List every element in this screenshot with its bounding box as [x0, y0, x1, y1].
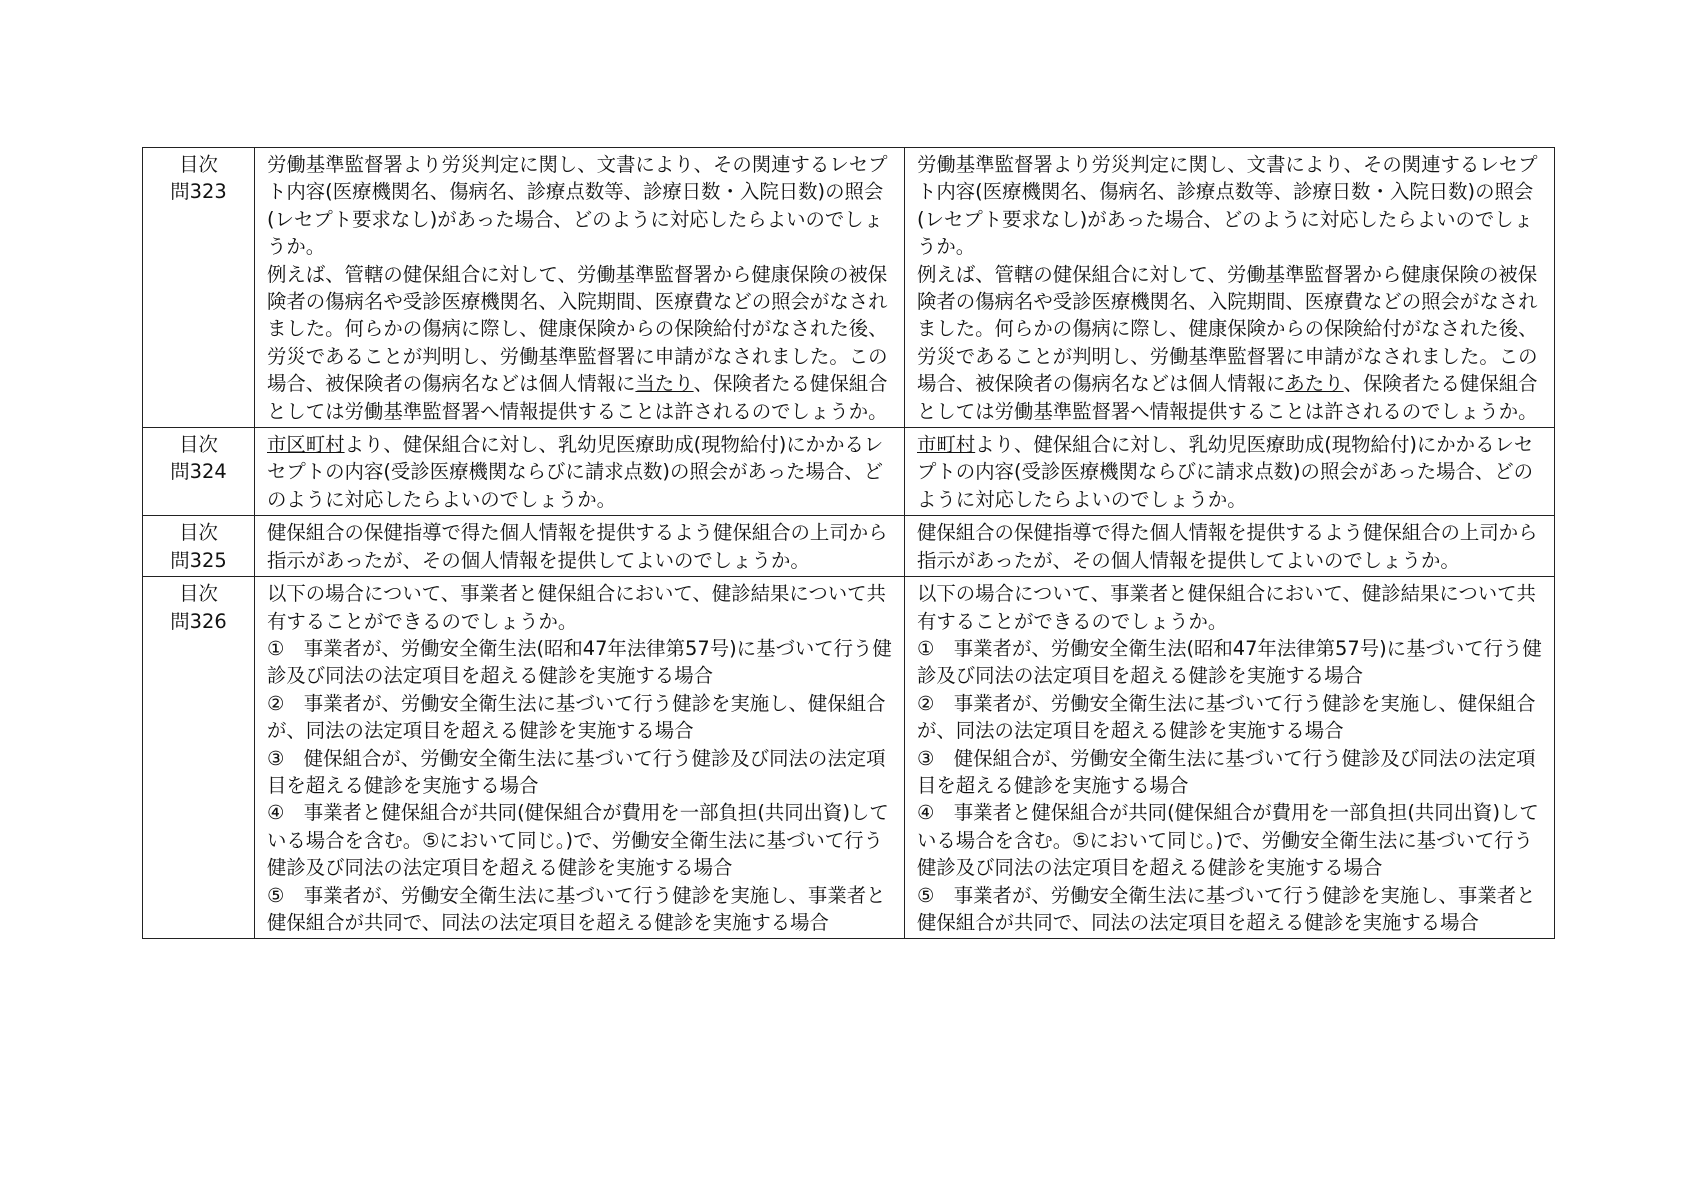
- list-item: ① 事業者が、労働安全衛生法(昭和47年法律第57号)に基づいて行う健診及び同法の法定項目を超える健診を実施する場合: [267, 636, 892, 688]
- row-label: [143, 428, 255, 516]
- underlined-text: 市町村: [917, 433, 976, 457]
- left-column-cell: [255, 148, 905, 428]
- right-column-cell: [905, 428, 1555, 516]
- list-item: ③ 健保組合が、労働安全衛生法に基づいて行う健診及び同法の法定項目を超える健診を実施する場合: [917, 746, 1536, 797]
- list-item: ④ 事業者と健保組合が共同(健保組合が費用を一部負担(共同出資)している場合を含む。⑤において同じ。)で、労働安全衛生法に基づいて行う健診及び同法の法定項目を超える健診を実施する場合: [267, 801, 889, 880]
- table-row-q326: [143, 577, 1555, 939]
- intro-paragraph: 以下の場合について、事業者と健保組合において、健診結果について共有することができるのでしょうか。: [917, 582, 1536, 633]
- comparison-table: [142, 147, 1555, 939]
- intro-paragraph: 以下の場合について、事業者と健保組合において、健診結果について共有することができるのでしょうか。: [267, 582, 886, 633]
- label-top: 目次: [179, 582, 218, 606]
- list-item: ① 事業者が、労働安全衛生法(昭和47年法律第57号)に基づいて行う健診及び同法の法定項目を超える健診を実施する場合: [917, 636, 1542, 688]
- paragraph: 例えば、管轄の健保組合に対して、労働基準監督署から健康保険の被保険者の傷病名や受診医療機関名、入院期間、医療費などの照会がなされました。何らかの傷病に際し、健康保険からの保険給付がなされた後、労災であることが判明し、労働基準監督署に申請がなされました。この場合、被保険者の傷病名などは個人情報にあたり、保険者たる健保組合としては労働基準監督署へ情報提供することは許されるのでしょうか。: [917, 262, 1538, 423]
- list-item: ④ 事業者と健保組合が共同(健保組合が費用を一部負担(共同出資)している場合を含む。⑤において同じ。)で、労働安全衛生法に基づいて行う健診及び同法の法定項目を超える健診を実施する場合: [917, 801, 1539, 880]
- right-column-cell: [905, 577, 1555, 939]
- left-column-cell: [255, 577, 905, 939]
- row-label: [143, 577, 255, 939]
- underlined-text: 市区町村: [267, 433, 345, 457]
- left-column-cell: [255, 516, 905, 577]
- list-item: ② 事業者が、労働安全衛生法に基づいて行う健診を実施し、健保組合が、同法の法定項目を超える健診を実施する場合: [917, 691, 1536, 743]
- paragraph: 例えば、管轄の健保組合に対して、労働基準監督署から健康保険の被保険者の傷病名や受診医療機関名、入院期間、医療費などの照会がなされました。何らかの傷病に際し、健康保険からの保険給付がなされた後、労災であることが判明し、労働基準監督署に申請がなされました。この場合、被保険者の傷病名などは個人情報に当たり、保険者たる健保組合としては労働基準監督署へ情報提供することは許されるのでしょうか。: [267, 262, 888, 423]
- list-item: ⑤ 事業者が、労働安全衛生法に基づいて行う健診を実施し、事業者と健保組合が共同で、同法の法定項目を超える健診を実施する場合: [917, 883, 1536, 934]
- label-question-number: 問324: [170, 460, 227, 484]
- row-label: [143, 148, 255, 428]
- table-row-q324: [143, 428, 1555, 516]
- list-item: ③ 健保組合が、労働安全衛生法に基づいて行う健診及び同法の法定項目を超える健診を実施する場合: [267, 746, 886, 797]
- label-top: 目次: [179, 433, 218, 457]
- list-item: ⑤ 事業者が、労働安全衛生法に基づいて行う健診を実施し、事業者と健保組合が共同で、同法の法定項目を超える健診を実施する場合: [267, 883, 886, 934]
- table-row-q325: [143, 516, 1555, 577]
- row-label: [143, 516, 255, 577]
- paragraph: 労働基準監督署より労災判定に関し、文書により、その関連するレセプト内容(医療機関名、傷病名、診療点数等、診療日数・入院日数)の照会(レセプト要求なし)があった場合、どのように対応したらよいのでしょうか。: [267, 153, 888, 259]
- underlined-text: 当たり: [635, 372, 694, 396]
- paragraph: 市区町村より、健保組合に対し、乳幼児医療助成(現物給付)にかかるレセプトの内容(受診医療機関ならびに請求点数)の照会があった場合、どのように対応したらよいのでしょうか。: [267, 433, 884, 511]
- underlined-text: あたり: [1285, 372, 1344, 396]
- right-column-cell: [905, 148, 1555, 428]
- left-column-cell: [255, 428, 905, 516]
- label-top: 目次: [179, 521, 218, 545]
- paragraph: 労働基準監督署より労災判定に関し、文書により、その関連するレセプト内容(医療機関名、傷病名、診療点数等、診療日数・入院日数)の照会(レセプト要求なし)があった場合、どのように対応したらよいのでしょうか。: [917, 153, 1538, 259]
- label-question-number: 問323: [170, 180, 227, 204]
- label-question-number: 問325: [170, 548, 227, 572]
- label-top: 目次: [179, 153, 218, 176]
- label-question-number: 問326: [170, 609, 227, 633]
- paragraph: 健保組合の保健指導で得た個人情報を提供するよう健保組合の上司から指示があったが、その個人情報を提供してよいのでしょうか。: [917, 521, 1538, 572]
- paragraph: 市町村より、健保組合に対し、乳幼児医療助成(現物給付)にかかるレセプトの内容(受診医療機関ならびに請求点数)の照会があった場合、どのように対応したらよいのでしょうか。: [917, 433, 1534, 511]
- table-row-q323: [143, 148, 1555, 428]
- paragraph: 健保組合の保健指導で得た個人情報を提供するよう健保組合の上司から指示があったが、その個人情報を提供してよいのでしょうか。: [267, 521, 888, 572]
- right-column-cell: [905, 516, 1555, 577]
- list-item: ② 事業者が、労働安全衛生法に基づいて行う健診を実施し、健保組合が、同法の法定項目を超える健診を実施する場合: [267, 691, 886, 743]
